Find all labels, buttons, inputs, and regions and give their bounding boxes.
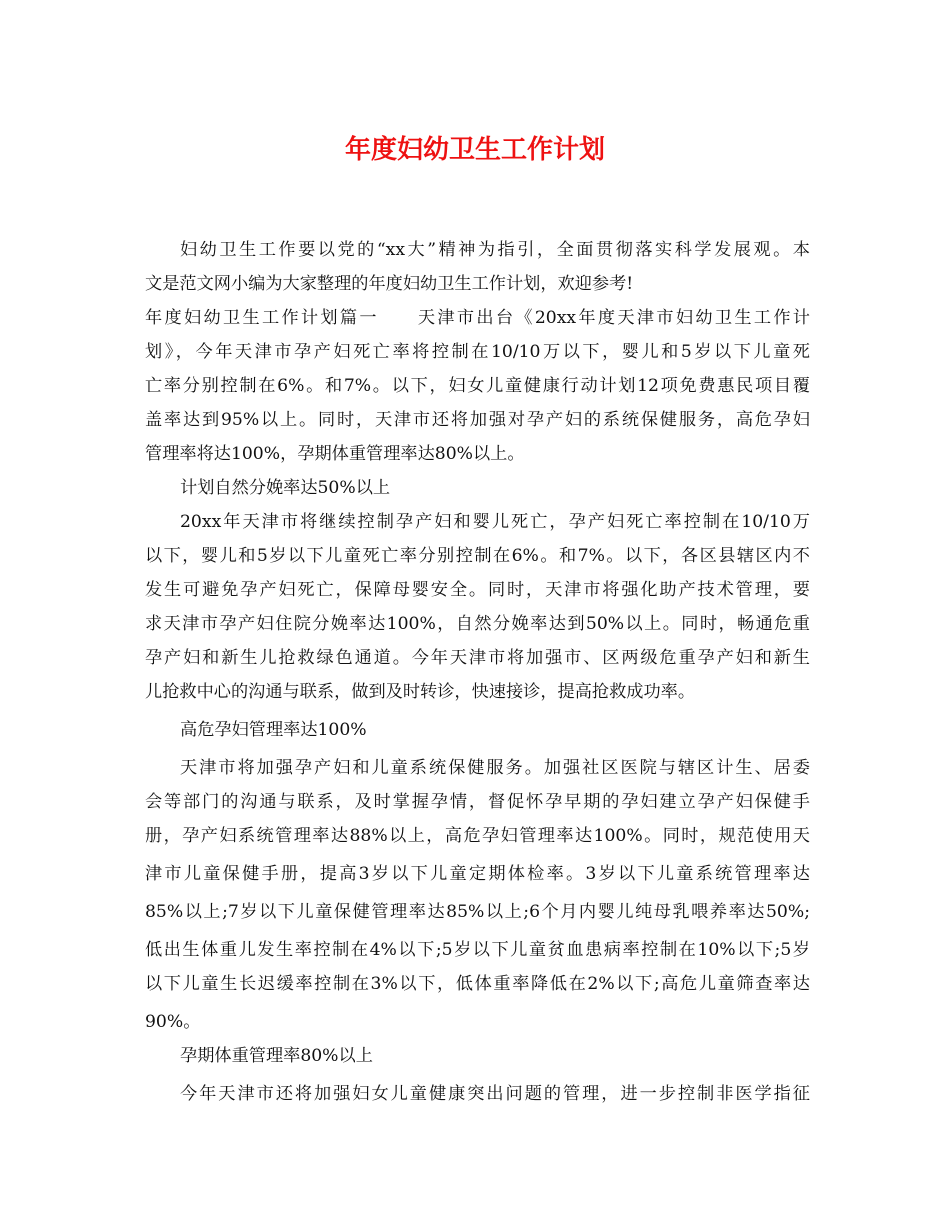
paragraph-line: 以下儿童生长迟缓率控制在3%以下，低体重率降低在2%以下;高危儿童筛查率达: [145, 974, 810, 994]
paragraph-line: 会等部门的沟通与联系，及时掌握孕情，督促怀孕早期的孕妇建立孕产妇保健手: [145, 792, 810, 812]
paragraph-line: 盖率达到95%以上。同时，天津市还将加强对孕产妇的系统保健服务，高危孕妇: [145, 410, 810, 430]
paragraph-line: 妇幼卫生工作要以党的“xx大”精神为指引，全面贯彻落实科学发展观。本: [180, 240, 810, 260]
section-heading: 计划自然分娩率达50%以上: [180, 478, 391, 498]
paragraph-line: 管理率将达100%，孕期体重管理率达80%以上。: [145, 444, 525, 464]
paragraph-line: 发生可避免孕产妇死亡，保障母婴安全。同时，天津市将强化助产技术管理，要: [145, 580, 810, 600]
section-heading: 孕期体重管理率80%以上: [180, 1046, 373, 1066]
paragraph-line: 85%以上;7岁以下儿童保健管理率达85%以上;6个月内婴儿纯母乳喂养率达50%;: [145, 902, 810, 922]
paragraph-line: 天津市将加强孕产妇和儿童系统保健服务。加强社区医院与辖区计生、居委: [180, 758, 810, 778]
paragraph-line: 孕产妇和新生儿抢救绿色通道。今年天津市将加强市、区两级危重孕产妇和新生: [145, 648, 810, 668]
paragraph-line: 划》，今年天津市孕产妇死亡率将控制在10/10万以下，婴儿和5岁以下儿童死: [145, 342, 810, 362]
paragraph-line: 册，孕产妇系统管理率达88%以上，高危孕妇管理率达100%。同时，规范使用天: [145, 826, 810, 846]
paragraph-line: 90%。: [145, 1012, 201, 1032]
paragraph-line: 文是范文网小编为大家整理的年度妇幼卫生工作计划，欢迎参考!: [145, 274, 634, 294]
paragraph-line: 今年天津市还将加强妇女儿童健康突出问题的管理，进一步控制非医学指征: [180, 1084, 810, 1104]
paragraph-line: 年度妇幼卫生工作计划篇一 天津市出台《20xx年度天津市妇幼卫生工作计: [145, 308, 810, 328]
paragraph-line: 20xx年天津市将继续控制孕产妇和婴儿死亡，孕产妇死亡率控制在10/10万: [180, 512, 810, 532]
section-heading: 高危孕妇管理率达100%: [180, 720, 367, 740]
paragraph-line: 津市儿童保健手册，提高3岁以下儿童定期体检率。3岁以下儿童系统管理率达: [145, 864, 810, 884]
paragraph-line: 以下，婴儿和5岁以下儿童死亡率分别控制在6%。和7%。以下，各区县辖区内不: [145, 546, 810, 566]
paragraph-line: 亡率分别控制在6%。和7%。以下，妇女儿童健康行动计划12项免费惠民项目覆: [145, 376, 810, 396]
paragraph-line: 求天津市孕产妇住院分娩率达100%，自然分娩率达到50%以上。同时，畅通危重: [145, 614, 810, 634]
paragraph-line: 低出生体重儿发生率控制在4%以下;5岁以下儿童贫血患病率控制在10%以下;5岁: [145, 940, 810, 960]
page-title: 年度妇幼卫生工作计划: [344, 135, 605, 165]
paragraph-line: 儿抢救中心的沟通与联系，做到及时转诊，快速接诊，提高抢救成功率。: [145, 682, 696, 702]
